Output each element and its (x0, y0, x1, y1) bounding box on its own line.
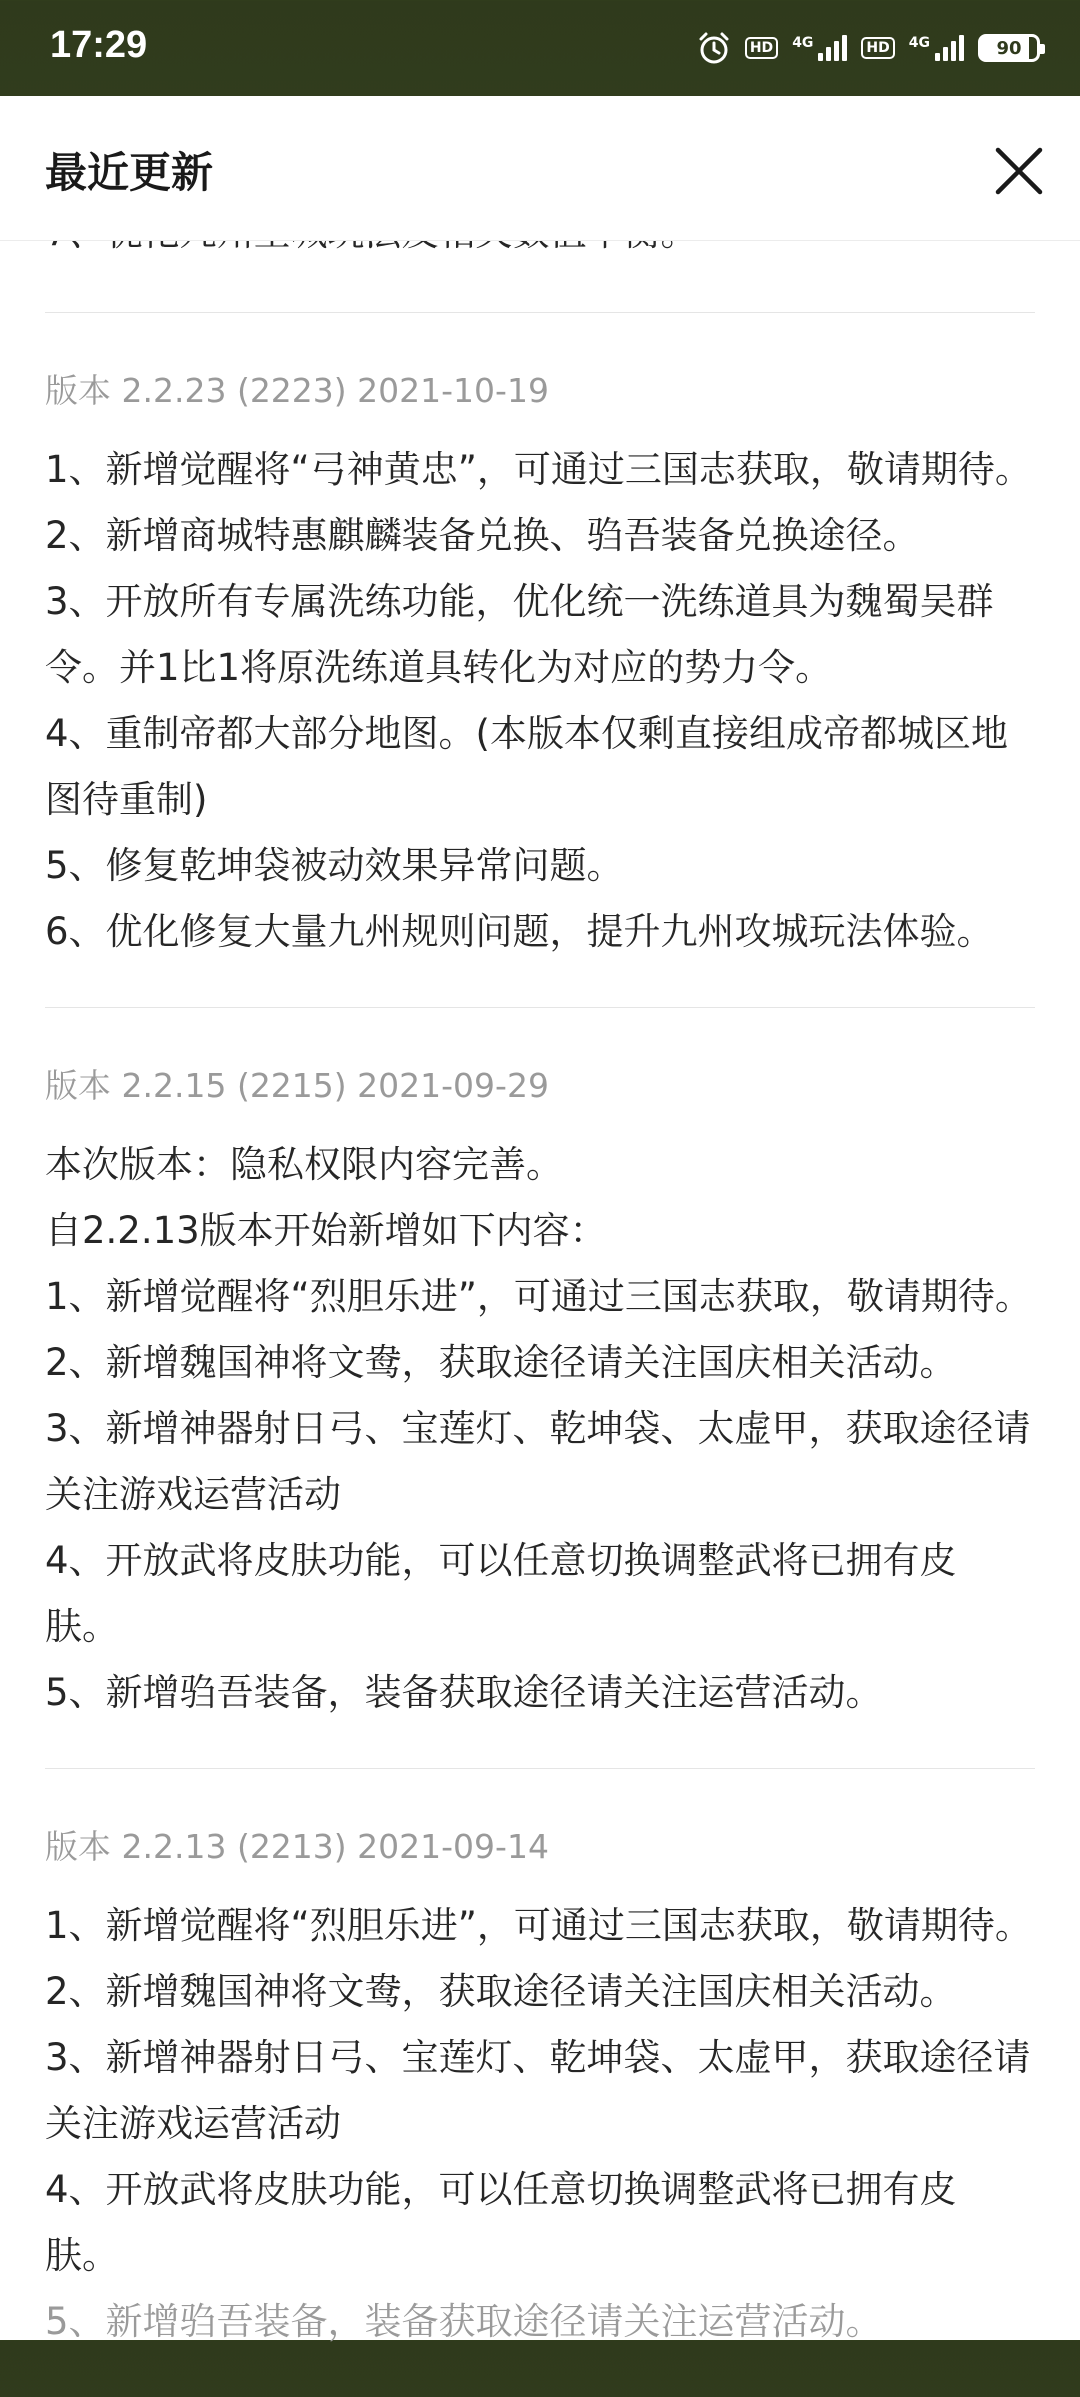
release-notes (45, 437, 1035, 1007)
signal-bar (959, 35, 964, 61)
signal-bar (834, 41, 839, 61)
release-line: 1、新增觉醒将“弓神黄忠”，可通过三国志获取，敬请期待。 (45, 448, 1032, 491)
signal-bar (951, 41, 956, 61)
release-line: 3、开放所有专属洗练功能，优化统一洗练道具为魏蜀吴群 (45, 580, 994, 623)
status-time: 17:29 (50, 24, 148, 66)
hd-voice-icon: HD (745, 37, 778, 59)
battery-icon: 90 (978, 34, 1040, 62)
status-bar (0, 0, 1080, 96)
release-line: 3、新增神器射日弓、宝莲灯、乾坤袋、太虚甲，获取途径请 (45, 2036, 1031, 2079)
close-icon (994, 146, 1044, 196)
release-version-date: 版本 2.2.23 (2223) 2021-10-19 (45, 371, 549, 410)
signal-bar (842, 35, 847, 61)
release-line: 1、新增觉醒将“烈胆乐进”，可通过三国志获取，敬请期待。 (45, 1904, 1032, 1947)
signal-bar (935, 53, 940, 61)
release-line: 令。并1比1将原洗练道具转化为对应的势力令。 (45, 646, 833, 689)
release-line: 2、新增商城特惠麒麟装备兑换、驺吾装备兑换途径。 (45, 514, 920, 557)
sheet-header (0, 96, 1080, 241)
network-type-label: 4G (792, 35, 814, 51)
release-line: 1、新增觉醒将“烈胆乐进”，可通过三国志获取，敬请期待。 (45, 1275, 1032, 1318)
release-version-date: 版本 2.2.15 (2215) 2021-09-29 (45, 1066, 549, 1105)
signal-strength-icon (909, 35, 964, 61)
release-line: 3、新增神器射日弓、宝莲灯、乾坤袋、太虚甲，获取途径请 (45, 1407, 1031, 1450)
release-line: 5、新增驺吾装备，装备获取途径请关注运营活动。 (45, 2300, 883, 2343)
signal-bar (826, 47, 831, 61)
release-line: 4、开放武将皮肤功能，可以任意切换调整武将已拥有皮 (45, 1539, 957, 1582)
sheet-title: 最近更新 (45, 148, 214, 197)
release-line: 自2.2.13版本开始新增如下内容： (45, 1209, 607, 1252)
hd-voice-icon: HD (861, 37, 894, 59)
status-icons (697, 28, 1040, 68)
signal-bar (818, 53, 823, 61)
signal-strength-icon (792, 35, 847, 61)
release-line: 图待重制) (45, 778, 208, 821)
release-notes (45, 1132, 1035, 1768)
release-line: 2、新增魏国神将文鸯，获取途径请关注国庆相关活动。 (45, 1970, 957, 2013)
release-line: 5、修复乾坤袋被动效果异常问题。 (45, 844, 624, 887)
release-item (0, 1008, 1080, 1768)
release-line: 关注游戏运营活动 (45, 1473, 341, 1516)
release-item (0, 313, 1080, 1007)
release-line: 关注游戏运营活动 (45, 2102, 341, 2145)
release-line: 肤。 (45, 1605, 119, 1648)
close-button[interactable] (984, 136, 1054, 206)
release-line: 肤。 (45, 2234, 119, 2277)
release-notes (45, 1893, 1035, 2397)
release-line: 2、新增魏国神将文鸯，获取途径请关注国庆相关活动。 (45, 1341, 957, 1384)
network-type-label: 4G (908, 35, 930, 51)
recent-updates-sheet (0, 96, 1080, 2343)
release-line: 4、重制帝都大部分地图。(本版本仅剩直接组成帝都城区地 (45, 712, 1008, 755)
release-item (0, 1769, 1080, 2397)
update-log-scroll[interactable] (0, 240, 1080, 2343)
release-line: 5、新增驺吾装备，装备获取途径请关注运营活动。 (45, 1671, 883, 1714)
signal-bar (943, 47, 948, 61)
update-log-list (0, 200, 1080, 2397)
release-line: 4、开放武将皮肤功能，可以任意切换调整武将已拥有皮 (45, 2168, 957, 2211)
release-line: 6、优化修复大量九州规则问题，提升九州攻城玩法体验。 (45, 910, 994, 953)
alarm-clock-icon (697, 31, 731, 65)
release-line: 本次版本：隐私权限内容完善。 (45, 1143, 563, 1186)
release-version-date: 版本 2.2.13 (2213) 2021-09-14 (45, 1827, 549, 1866)
